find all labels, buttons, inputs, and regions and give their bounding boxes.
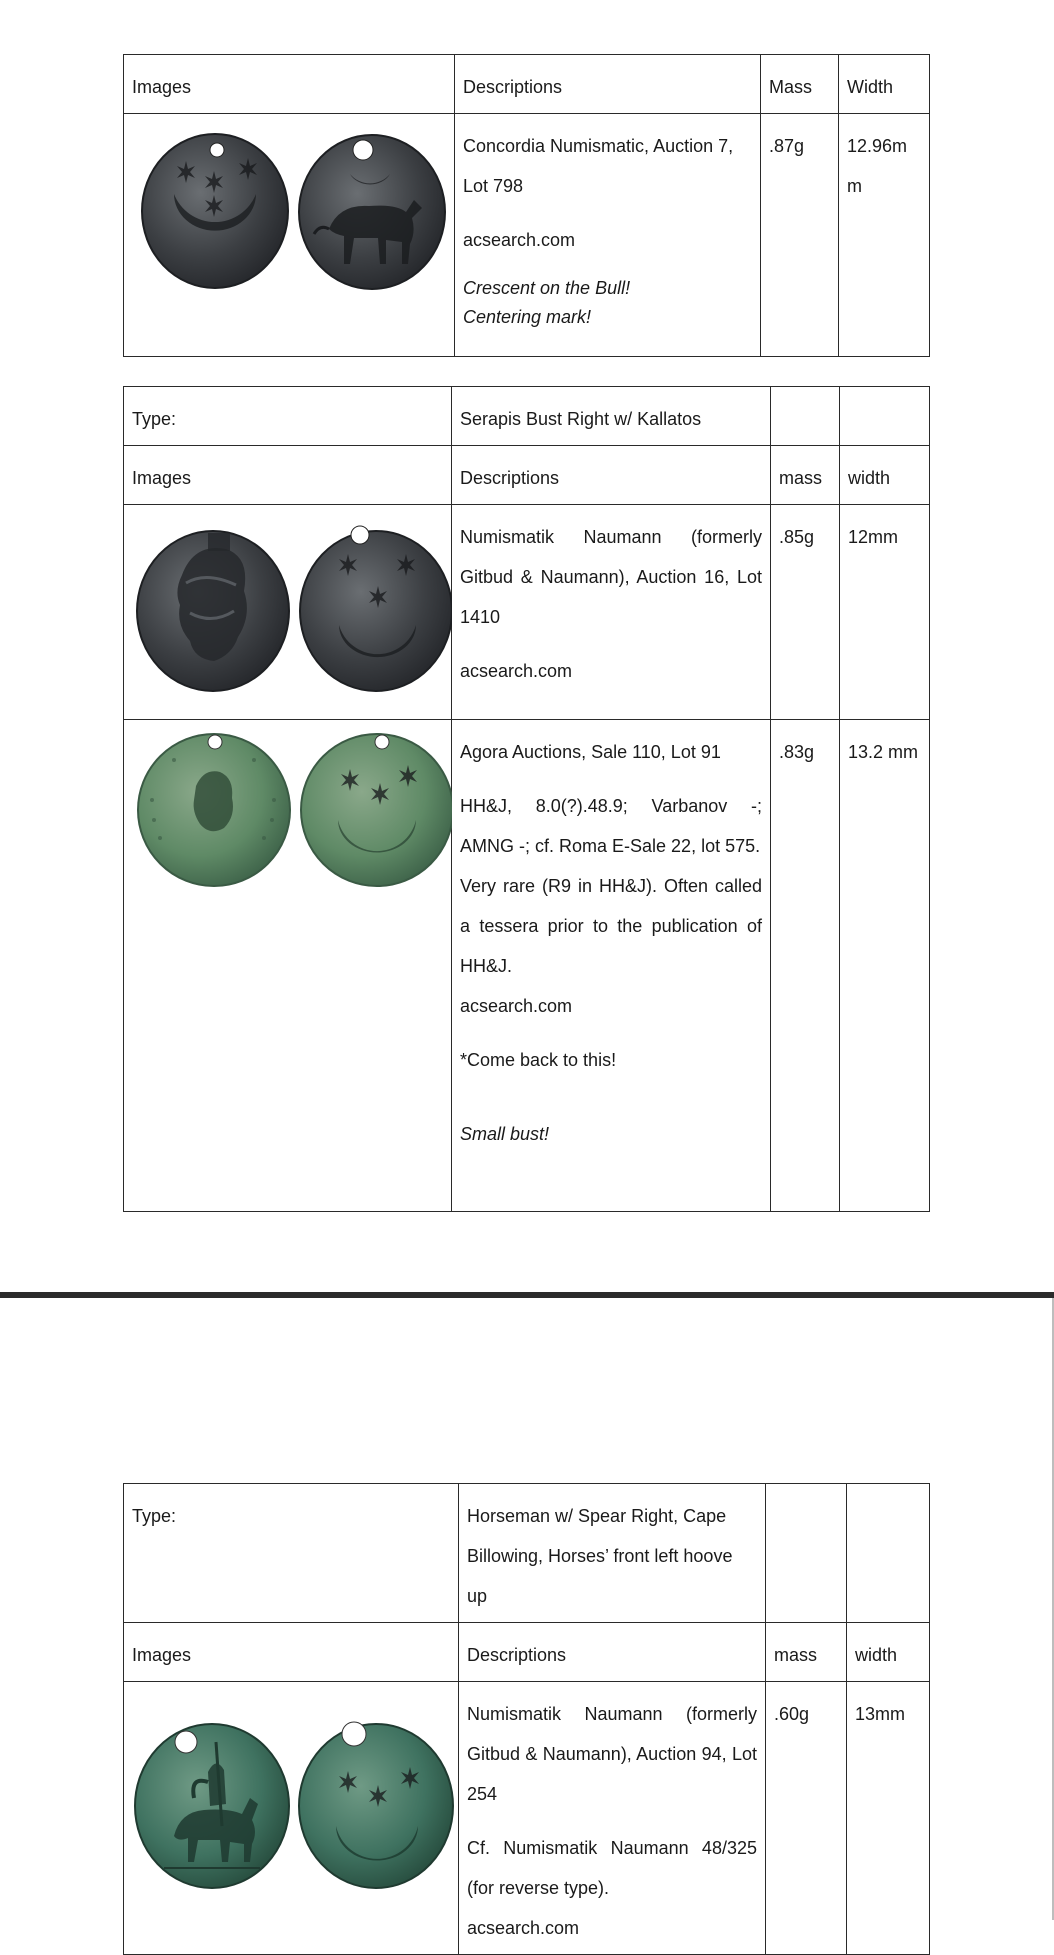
width-value: 12.96mm — [839, 114, 930, 357]
header-descriptions: Descriptions — [455, 55, 761, 114]
type-label: Type: — [124, 1484, 459, 1623]
coin-pair-image — [124, 505, 452, 705]
header-images: Images — [124, 55, 455, 114]
header-width: width — [847, 1623, 930, 1682]
width-value: 13mm — [847, 1682, 930, 1955]
note-italic: Crescent on the Bull! — [463, 278, 631, 298]
header-images: Images — [124, 446, 452, 505]
crescent-obverse-coin-icon — [142, 134, 288, 288]
description-cell — [452, 720, 771, 1212]
type-label: Type: — [124, 387, 452, 446]
header-mass: mass — [766, 1623, 847, 1682]
coin-images-cell — [124, 1682, 459, 1955]
catalog-reference: HH&J, 8.0(?).48.9; Varbanov -; AMNG -; cf. Roma E-Sale 22, lot 575. — [460, 796, 762, 856]
crescent-stars-reverse-coin-icon — [301, 734, 452, 886]
header-mass: mass — [771, 446, 840, 505]
table-row — [124, 1682, 930, 1955]
catalog-reference: Cf. Numismatik Naumann 48/325 (for reverse type). — [467, 1838, 757, 1898]
coin-table-3 — [123, 1483, 930, 1955]
header-descriptions: Descriptions — [459, 1623, 766, 1682]
source-link[interactable]: acsearch.com — [463, 230, 576, 250]
description-cell — [459, 1682, 766, 1955]
coin-images-cell — [124, 505, 452, 720]
source-link[interactable]: acsearch.com — [460, 996, 573, 1016]
mass-value: .85g — [771, 505, 840, 720]
header-width: width — [840, 446, 930, 505]
auction-reference: Agora Auctions, Sale 110, Lot 91 — [460, 742, 721, 762]
source-link[interactable]: acsearch.com — [467, 1918, 580, 1938]
header-row — [124, 446, 930, 505]
auction-reference: Concordia Numismatic, Auction 7, Lot 798 — [463, 136, 734, 196]
note-italic: Centering mark! — [463, 307, 592, 327]
type-row — [124, 387, 930, 446]
width-value: 13.2 mm — [840, 720, 930, 1212]
description-cell — [452, 505, 771, 720]
source-link[interactable]: acsearch.com — [460, 661, 573, 681]
page-divider — [0, 1292, 1054, 1298]
serapis-bust-obverse-coin-icon — [137, 531, 289, 691]
width-value: 12mm — [840, 505, 930, 720]
type-value: Horseman w/ Spear Right, Cape Billowing, Horses’ front left hoove up — [459, 1484, 766, 1623]
coin-table-1 — [123, 54, 930, 357]
coin-images-cell — [124, 720, 452, 1212]
mass-value: .60g — [766, 1682, 847, 1955]
reminder-note: *Come back to this! — [460, 1050, 617, 1070]
header-row — [124, 55, 930, 114]
coin-pair-image — [124, 720, 452, 888]
table-row — [124, 720, 930, 1212]
serapis-small-bust-obverse-coin-icon — [138, 734, 290, 886]
type-value: Serapis Bust Right w/ Kallatos — [452, 387, 771, 446]
description-cell — [455, 114, 761, 357]
header-mass: Mass — [761, 55, 839, 114]
auction-reference: Numismatik Naumann (formerly Gitbud & Naumann), Auction 94, Lot 254 — [467, 1704, 757, 1804]
crescent-stars-reverse-coin-icon — [299, 1722, 453, 1888]
header-images: Images — [124, 1623, 459, 1682]
horseman-obverse-coin-icon — [135, 1724, 289, 1888]
header-width: Width — [839, 55, 930, 114]
rarity-note: Very rare (R9 in HH&J). Often called a tessera prior to the publication of HH&J. — [460, 876, 762, 976]
mass-value: .87g — [761, 114, 839, 357]
bull-reverse-coin-icon — [299, 135, 445, 289]
coin-table-2 — [123, 386, 930, 1212]
coin-pair-image — [124, 114, 455, 342]
mass-value: .83g — [771, 720, 840, 1212]
crescent-stars-reverse-coin-icon — [300, 526, 452, 691]
table-row — [124, 505, 930, 720]
coin-pair-image — [124, 1686, 459, 1936]
note-italic: Small bust! — [460, 1124, 550, 1144]
type-row — [124, 1484, 930, 1623]
coin-images-cell — [124, 114, 455, 357]
header-descriptions: Descriptions — [452, 446, 771, 505]
auction-reference: Numismatik Naumann (formerly Gitbud & Naumann), Auction 16, Lot 1410 — [460, 527, 762, 627]
header-row — [124, 1623, 930, 1682]
table-row — [124, 114, 930, 357]
